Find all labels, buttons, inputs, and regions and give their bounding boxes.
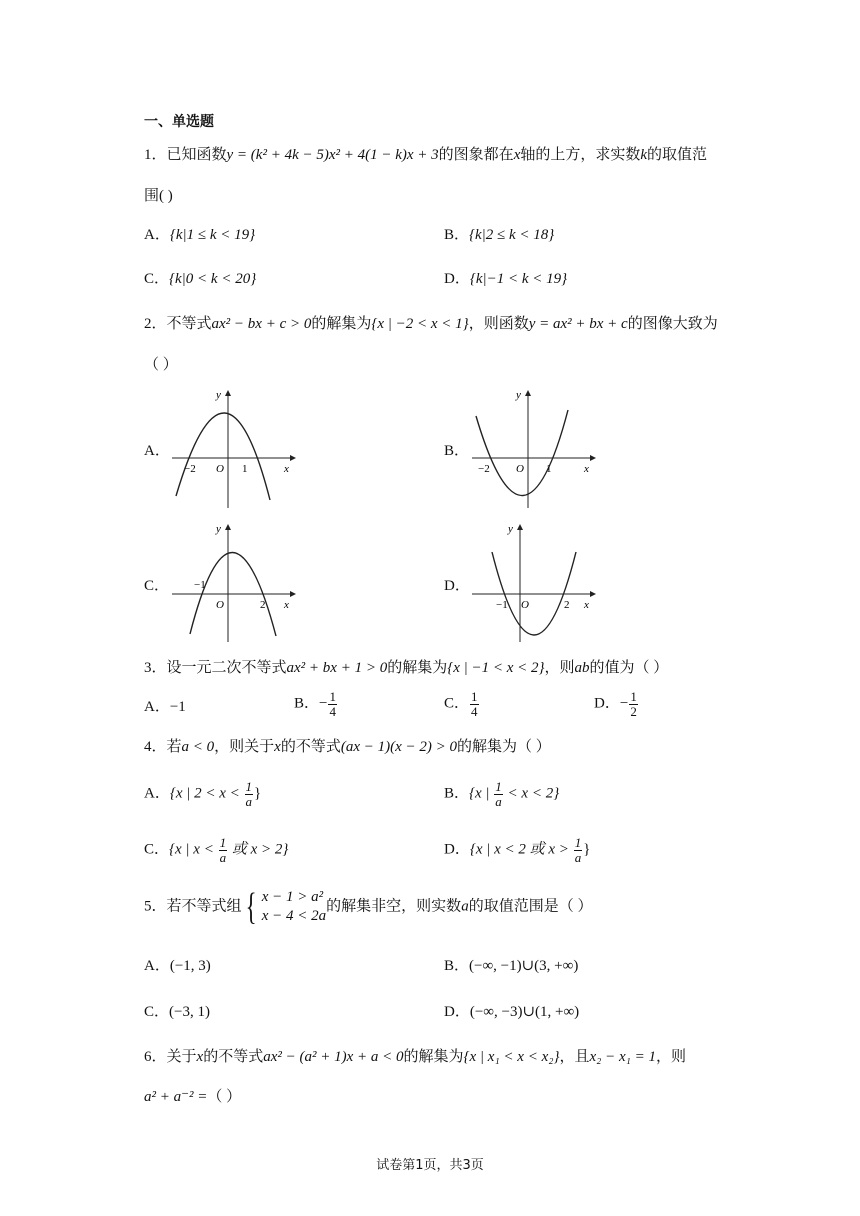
q2-option-a-label[interactable]: A． xyxy=(144,443,170,459)
question-1 xyxy=(144,146,707,164)
q3-option-a[interactable] xyxy=(144,698,186,716)
q6-solution-set: {x | x₁ < x < x₂} xyxy=(463,1049,560,1065)
q1-text-2: 轴的上方，求实数 xyxy=(520,147,641,163)
q2-text-3: 的图像大致为 xyxy=(627,316,718,332)
q1-line-2: 围( ) xyxy=(144,188,173,204)
graph-y-label: y xyxy=(216,389,221,401)
q2-text-2: ，则函数 xyxy=(468,316,529,332)
fraction-numerator: 1 xyxy=(574,835,582,850)
q6-text-2: 的解集为 xyxy=(403,1049,464,1065)
option-label: C． xyxy=(144,841,170,858)
q3-inequality: ax² + bx + 1 > 0 xyxy=(286,660,388,676)
option-label: B． xyxy=(444,227,470,243)
q1-var-k: k xyxy=(640,147,648,163)
option-label: B． xyxy=(294,695,320,712)
option-text: {k|2 ≤ k < 18} xyxy=(469,227,555,243)
option-fraction xyxy=(494,780,503,808)
option-text-pre: {x | x < 2 或 x > xyxy=(469,841,573,858)
q1-option-b[interactable] xyxy=(444,226,554,244)
q5-system-line-1: x − 1 > a² xyxy=(261,889,324,906)
q3-text: 的解集为 xyxy=(387,660,448,676)
graph-x-label: x xyxy=(584,599,589,611)
graph-tick-2: 2 xyxy=(564,599,570,611)
graph-tick-1: 1 xyxy=(242,463,248,475)
graph-x-label: x xyxy=(284,463,289,475)
q6-text-4: ，则 xyxy=(655,1049,686,1065)
option-label: C． xyxy=(444,695,470,712)
option-label: D． xyxy=(444,1004,470,1020)
q6-answer-blank: （ ） xyxy=(207,1089,242,1105)
q1-option-d[interactable] xyxy=(444,270,567,288)
q2-number: 2．不等式 xyxy=(144,316,212,332)
fraction-denominator: a xyxy=(495,793,502,809)
q1-var-x: x xyxy=(513,147,521,163)
graph-origin-label: O xyxy=(216,599,224,611)
q1-text: 的图象都在 xyxy=(438,147,514,163)
fraction-numerator: 1 xyxy=(329,689,336,704)
option-label: C． xyxy=(144,271,170,287)
option-label: B． xyxy=(444,785,470,802)
q4-option-d[interactable] xyxy=(444,836,590,864)
q5-inequality-system xyxy=(242,888,327,926)
q6-var-x: x xyxy=(196,1049,204,1065)
fraction-denominator: 4 xyxy=(329,703,336,719)
question-5 xyxy=(144,888,592,926)
fraction-denominator: a xyxy=(245,793,253,809)
question-3 xyxy=(144,659,668,677)
fraction-denominator: a xyxy=(219,849,227,865)
q2-option-b-label[interactable]: B． xyxy=(444,443,470,459)
q6-text-3: ，且 xyxy=(559,1049,590,1065)
q1-function: y = (k² + 4k − 5)x² + 4(1 − k)x + 3 xyxy=(226,147,439,163)
q6-inequality: ax² − (a² + 1)x + a < 0 xyxy=(263,1049,404,1065)
q2-inequality: ax² − bx + c > 0 xyxy=(211,316,312,332)
q3-option-b[interactable] xyxy=(294,690,338,718)
option-label: D． xyxy=(594,695,620,712)
graph-origin-label: O xyxy=(216,463,224,475)
option-fraction xyxy=(219,836,228,864)
option-label: A． xyxy=(144,699,170,715)
fraction-numerator: 1 xyxy=(495,779,502,794)
q6-number: 6．关于 xyxy=(144,1049,197,1065)
option-text: (−1, 3) xyxy=(169,958,211,974)
option-text: {k|0 < k < 20} xyxy=(169,271,257,287)
option-text: (−3, 1) xyxy=(169,1004,210,1020)
option-text-pre: {x | xyxy=(469,785,494,802)
option-text-pre: {x | x < xyxy=(169,841,218,858)
q5-var-a: a xyxy=(461,898,469,915)
section-title: 一、单选题 xyxy=(144,114,214,130)
option-fraction xyxy=(574,836,583,864)
q3-option-d[interactable] xyxy=(594,690,639,718)
fraction-numerator: 1 xyxy=(471,689,478,704)
q1-option-a[interactable] xyxy=(144,226,255,244)
option-label: A． xyxy=(144,785,170,802)
q2-text: 的解集为 xyxy=(311,316,372,332)
q4-text-3: 的解集为（ ） xyxy=(457,739,551,755)
q2-solution-set: {x | −2 < x < 1} xyxy=(371,316,469,332)
q2-line-2: （ ） xyxy=(144,357,178,373)
question-2 xyxy=(144,315,718,333)
q4-text-2: 的不等式 xyxy=(280,739,341,755)
option-label: D． xyxy=(444,841,470,858)
fraction-denominator: a xyxy=(574,849,582,865)
question-6 xyxy=(144,1048,686,1066)
option-sign: − xyxy=(619,695,629,712)
option-text: (−∞, −1)∪(3, +∞) xyxy=(469,958,579,974)
q4-text: ，则关于 xyxy=(214,739,275,755)
option-fraction xyxy=(245,780,254,808)
graph-origin-label: O xyxy=(516,463,524,475)
option-text-post: < x < 2} xyxy=(503,785,560,802)
option-text: (−∞, −3)∪(1, +∞) xyxy=(469,1004,580,1020)
q6-expression: a² + a⁻² = xyxy=(144,1089,208,1105)
q5-text: 的解集非空，则实数 xyxy=(326,898,462,915)
graph-x-label: x xyxy=(584,463,589,475)
q4-option-b[interactable] xyxy=(444,780,559,808)
q1-text-3: 的取值范 xyxy=(647,147,708,163)
question-4 xyxy=(144,738,551,756)
option-label: B． xyxy=(444,958,470,974)
q1-option-c[interactable] xyxy=(144,270,256,288)
q2-function: y = ax² + bx + c xyxy=(528,316,628,332)
q5-option-b[interactable] xyxy=(444,957,578,975)
q6-condition: x₂ − x₁ = 1 xyxy=(589,1049,656,1065)
brace-glyph: { xyxy=(245,886,257,928)
q3-text-2: ，则 xyxy=(544,660,575,676)
fraction-denominator: 2 xyxy=(630,703,637,719)
q3-text-3: 的值为（ ） xyxy=(589,660,669,676)
q2-option-d-label[interactable]: D． xyxy=(444,578,470,594)
q4-condition: a < 0 xyxy=(181,739,215,755)
option-text-pre: {x | 2 < x < xyxy=(169,785,244,802)
option-text: {k|1 ≤ k < 19} xyxy=(169,227,256,243)
fraction-numerator: 1 xyxy=(219,835,227,850)
q5-text-2: 的取值范围是（ ） xyxy=(468,898,593,915)
option-label: C． xyxy=(144,1004,170,1020)
q3-ab: ab xyxy=(574,660,590,676)
graph-tick-minus-1: −1 xyxy=(496,599,508,611)
q5-system-line-2: x − 4 < 2a xyxy=(261,908,327,924)
q2-graph-d[interactable] xyxy=(468,522,598,644)
q4-inequality: (ax − 1)(x − 2) > 0 xyxy=(340,739,458,755)
option-fraction xyxy=(328,690,337,718)
q5-option-a[interactable] xyxy=(144,957,211,975)
option-text: {k|−1 < k < 19} xyxy=(469,271,568,287)
q3-number: 3．设一元二次不等式 xyxy=(144,660,287,676)
graph-tick-minus-1: −1 xyxy=(194,579,206,591)
graph-y-label: y xyxy=(216,523,221,535)
q2-graph-a[interactable] xyxy=(168,388,298,510)
q3-solution-set: {x | −1 < x < 2} xyxy=(447,660,545,676)
option-text-post: } xyxy=(254,785,262,802)
option-label: D． xyxy=(444,271,470,287)
option-text: −1 xyxy=(169,699,186,715)
fraction-numerator: 1 xyxy=(245,779,253,794)
option-label: A． xyxy=(144,958,170,974)
graph-y-label: y xyxy=(508,523,513,535)
q4-var-x: x xyxy=(274,739,281,755)
q6-line-2 xyxy=(144,1088,241,1106)
q2-graph-b[interactable] xyxy=(468,388,598,510)
page-footer: 试卷第1页，共3页 xyxy=(376,1158,484,1173)
q5-number: 5．若不等式组 xyxy=(144,898,242,915)
graph-origin-label: O xyxy=(521,599,529,611)
graph-tick-1: 1 xyxy=(546,463,552,475)
option-label: A． xyxy=(144,227,170,243)
q4-option-c[interactable] xyxy=(144,836,288,864)
graph-tick-2: 2 xyxy=(260,599,266,611)
graph-tick-minus-2: −2 xyxy=(184,463,196,475)
q5-option-c[interactable] xyxy=(144,1003,210,1021)
graph-x-label: x xyxy=(284,599,289,611)
q6-text: 的不等式 xyxy=(203,1049,264,1065)
fraction-denominator: 4 xyxy=(471,703,478,719)
q1-number: 1．已知函数 xyxy=(144,147,227,163)
graph-tick-minus-2: −2 xyxy=(478,463,490,475)
option-text-post: } xyxy=(583,841,591,858)
option-text-post: 或 x > 2} xyxy=(228,841,289,858)
q3-option-c[interactable] xyxy=(444,690,480,718)
q4-option-a[interactable] xyxy=(144,780,261,808)
fraction-numerator: 1 xyxy=(630,689,637,704)
q5-option-d[interactable] xyxy=(444,1003,579,1021)
q2-graph-c[interactable] xyxy=(168,522,298,644)
q4-number: 4．若 xyxy=(144,739,182,755)
option-fraction xyxy=(470,690,479,718)
option-sign: − xyxy=(319,695,328,712)
graph-y-label: y xyxy=(516,389,521,401)
q2-option-c-label[interactable]: C． xyxy=(144,578,170,594)
option-fraction xyxy=(629,690,638,718)
